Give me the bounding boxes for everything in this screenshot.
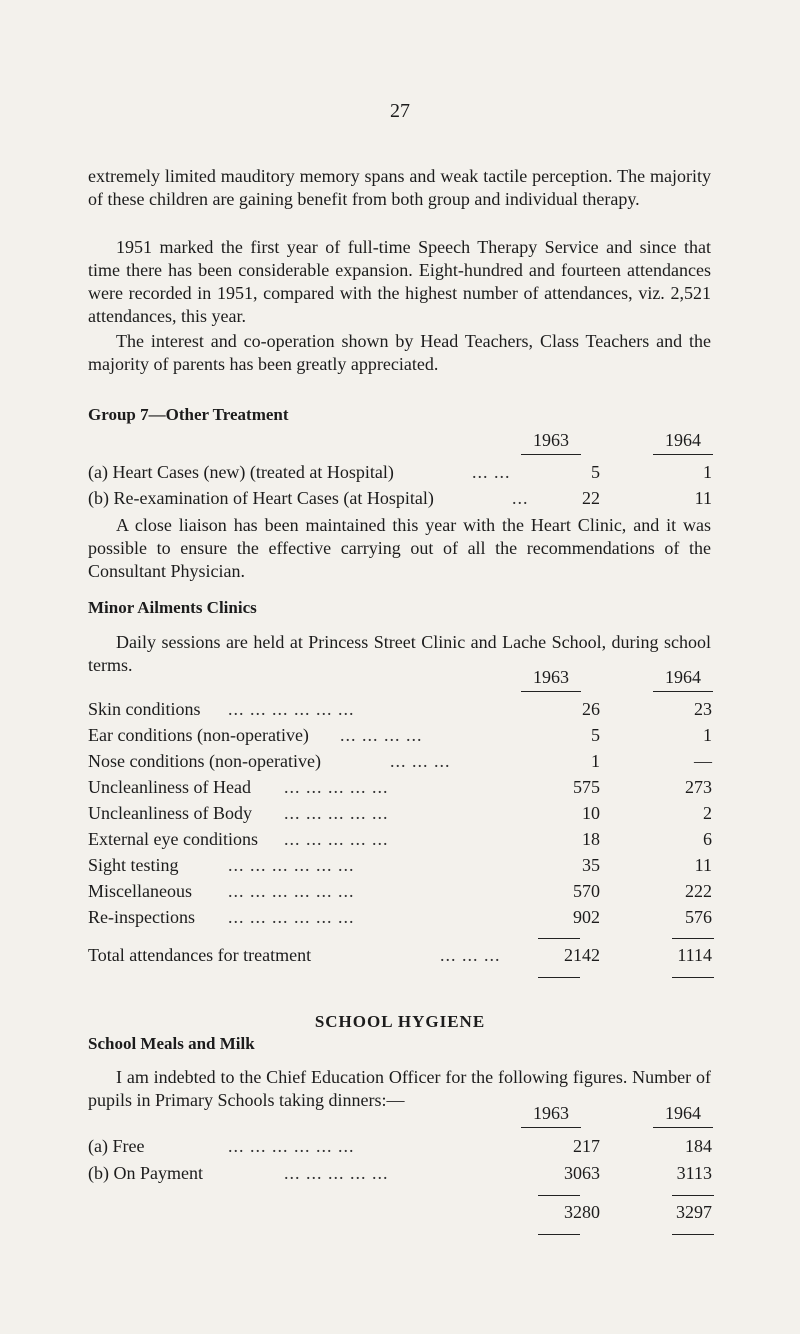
row-label: External eye conditions bbox=[88, 829, 258, 849]
value-1964: 273 bbox=[685, 777, 712, 797]
minor-ailments-col-1964: 1964 bbox=[665, 667, 701, 687]
value-1964: 1 bbox=[703, 462, 712, 482]
row-label: (b) Re-examination of Heart Cases (at Hospital) bbox=[88, 488, 434, 508]
group7-heading: Group 7—Other Treatment bbox=[88, 405, 289, 424]
table-row bbox=[88, 462, 712, 486]
school-hygiene-heading: SCHOOL HYGIENE bbox=[314, 1012, 486, 1031]
group7-rule-1963 bbox=[521, 454, 581, 455]
row-label: (b) On Payment bbox=[88, 1163, 203, 1183]
value-1963: 902 bbox=[573, 907, 600, 927]
leader-dots: ... ... ... ... ... bbox=[284, 777, 389, 797]
value-1963: 18 bbox=[582, 829, 600, 849]
value-1963: 570 bbox=[573, 881, 600, 901]
value-1963: 22 bbox=[582, 488, 600, 508]
total-rule-1964 bbox=[672, 1234, 714, 1235]
minor-ailments-intro: Daily sessions are held at Princess Street Clinic and Lache School, during school terms. bbox=[88, 632, 711, 675]
value-1964: 23 bbox=[694, 699, 712, 719]
table-row bbox=[88, 1136, 712, 1160]
school-meals-col-1963: 1963 bbox=[533, 1103, 569, 1123]
value-1963: 26 bbox=[582, 699, 600, 719]
intro-paragraph-1: extremely limited mauditory memory spans and weak tactile perception. The majority of these children are gaining benefit from both group and individual therapy. bbox=[88, 166, 711, 209]
leader-dots: ... ... ... ... ... ... bbox=[228, 881, 355, 901]
leader-dots: ... ... ... bbox=[440, 945, 501, 965]
table-row bbox=[88, 751, 712, 775]
subtotal-rule-1964 bbox=[672, 938, 714, 939]
table-row bbox=[88, 855, 712, 879]
table-row bbox=[88, 488, 712, 512]
group7-paragraph: A close liaison has been maintained this year with the Heart Clinic, and it was possible to ensure the effective carrying out of all the recommendations of the Consultant Physician. bbox=[88, 515, 711, 581]
value-1963: 5 bbox=[591, 462, 600, 482]
page-number: 27 bbox=[390, 100, 410, 122]
school-meals-col-1964: 1964 bbox=[665, 1103, 701, 1123]
table-row bbox=[88, 725, 712, 749]
subtotal-rule-1963 bbox=[538, 938, 580, 939]
intro-paragraph-2: 1951 marked the first year of full-time Speech Therapy Service and since that time there has been considerable expansion. Eight-hundred and fourteen attendances were recorded in 1951, compared with the highest number of attendances, viz. 2,521 attendances, this year. bbox=[88, 237, 711, 326]
table-row bbox=[88, 803, 712, 827]
row-label: (a) Heart Cases (new) (treated at Hospital) bbox=[88, 462, 394, 482]
total-row bbox=[88, 1202, 712, 1226]
total-row bbox=[88, 945, 712, 969]
school-meals-rule-1964 bbox=[653, 1127, 713, 1128]
leader-dots: ... ... ... ... ... bbox=[284, 1163, 389, 1183]
row-label: Ear conditions (non-operative) bbox=[88, 725, 309, 745]
value-1963: 1 bbox=[591, 751, 600, 771]
total-rule-1963 bbox=[538, 977, 580, 978]
group7-col-1964: 1964 bbox=[665, 430, 701, 450]
table-row bbox=[88, 1163, 712, 1187]
row-label: Sight testing bbox=[88, 855, 179, 875]
minor-ailments-header-row bbox=[88, 667, 712, 691]
value-1964: 11 bbox=[694, 488, 712, 508]
row-label: Uncleanliness of Body bbox=[88, 803, 252, 823]
subtotal-rule-1963 bbox=[538, 1195, 580, 1196]
total-1963: 2142 bbox=[564, 945, 600, 965]
group7-header-row bbox=[88, 430, 712, 454]
value-1964: 11 bbox=[694, 855, 712, 875]
school-meals-rule-1963 bbox=[521, 1127, 581, 1128]
minor-ailments-rule-1964 bbox=[653, 691, 713, 692]
value-1963: 35 bbox=[582, 855, 600, 875]
value-1963: 575 bbox=[573, 777, 600, 797]
leader-dots: ... ... ... ... ... ... bbox=[228, 1136, 355, 1156]
total-1964: 3297 bbox=[676, 1202, 712, 1222]
school-meals-heading: School Meals and Milk bbox=[88, 1034, 255, 1053]
value-1963: 5 bbox=[591, 725, 600, 745]
leader-dots: ... ... ... bbox=[390, 751, 451, 771]
table-row bbox=[88, 829, 712, 853]
total-rule-1964 bbox=[672, 977, 714, 978]
value-1963: 217 bbox=[573, 1136, 600, 1156]
value-1964: 1 bbox=[703, 725, 712, 745]
leader-dots: ... ... ... ... ... bbox=[284, 803, 389, 823]
minor-ailments-rule-1963 bbox=[521, 691, 581, 692]
table-row bbox=[88, 777, 712, 801]
value-1964: 3113 bbox=[676, 1163, 712, 1183]
row-label: Miscellaneous bbox=[88, 881, 192, 901]
value-1963: 10 bbox=[582, 803, 600, 823]
table-row bbox=[88, 907, 712, 931]
table-row bbox=[88, 881, 712, 905]
subtotal-rule-1964 bbox=[672, 1195, 714, 1196]
leader-dots: ... bbox=[512, 488, 529, 508]
row-label: Re-inspections bbox=[88, 907, 195, 927]
leader-dots: ... ... ... ... ... ... bbox=[228, 855, 355, 875]
value-1964: 2 bbox=[703, 803, 712, 823]
group7-col-1963: 1963 bbox=[533, 430, 569, 450]
table-row bbox=[88, 699, 712, 723]
value-1964: — bbox=[694, 751, 712, 771]
total-rule-1963 bbox=[538, 1234, 580, 1235]
leader-dots: ... ... bbox=[472, 462, 511, 482]
intro-paragraph-3: The interest and co-operation shown by Head Teachers, Class Teachers and the majority of parents has been greatly appreciated. bbox=[88, 331, 711, 374]
minor-ailments-heading: Minor Ailments Clinics bbox=[88, 598, 257, 617]
leader-dots: ... ... ... ... bbox=[340, 725, 423, 745]
school-meals-paragraph: I am indebted to the Chief Education Officer for the following figures. Number of pupils in Primary Schools taking dinners:— bbox=[88, 1067, 711, 1110]
value-1964: 184 bbox=[685, 1136, 712, 1156]
leader-dots: ... ... ... ... ... bbox=[284, 829, 389, 849]
minor-ailments-col-1963: 1963 bbox=[533, 667, 569, 687]
row-label: (a) Free bbox=[88, 1136, 145, 1156]
total-1963: 3280 bbox=[564, 1202, 600, 1222]
value-1963: 3063 bbox=[564, 1163, 600, 1183]
value-1964: 6 bbox=[703, 829, 712, 849]
group7-rule-1964 bbox=[653, 454, 713, 455]
row-label: Skin conditions bbox=[88, 699, 201, 719]
value-1964: 222 bbox=[685, 881, 712, 901]
total-label: Total attendances for treatment bbox=[88, 945, 312, 965]
school-meals-header-row bbox=[88, 1103, 712, 1127]
value-1964: 576 bbox=[685, 907, 712, 927]
leader-dots: ... ... ... ... ... ... bbox=[228, 699, 355, 719]
leader-dots: ... ... ... ... ... ... bbox=[228, 907, 355, 927]
row-label: Uncleanliness of Head bbox=[88, 777, 251, 797]
row-label: Nose conditions (non-operative) bbox=[88, 751, 321, 771]
total-1964: 1114 bbox=[677, 945, 712, 965]
